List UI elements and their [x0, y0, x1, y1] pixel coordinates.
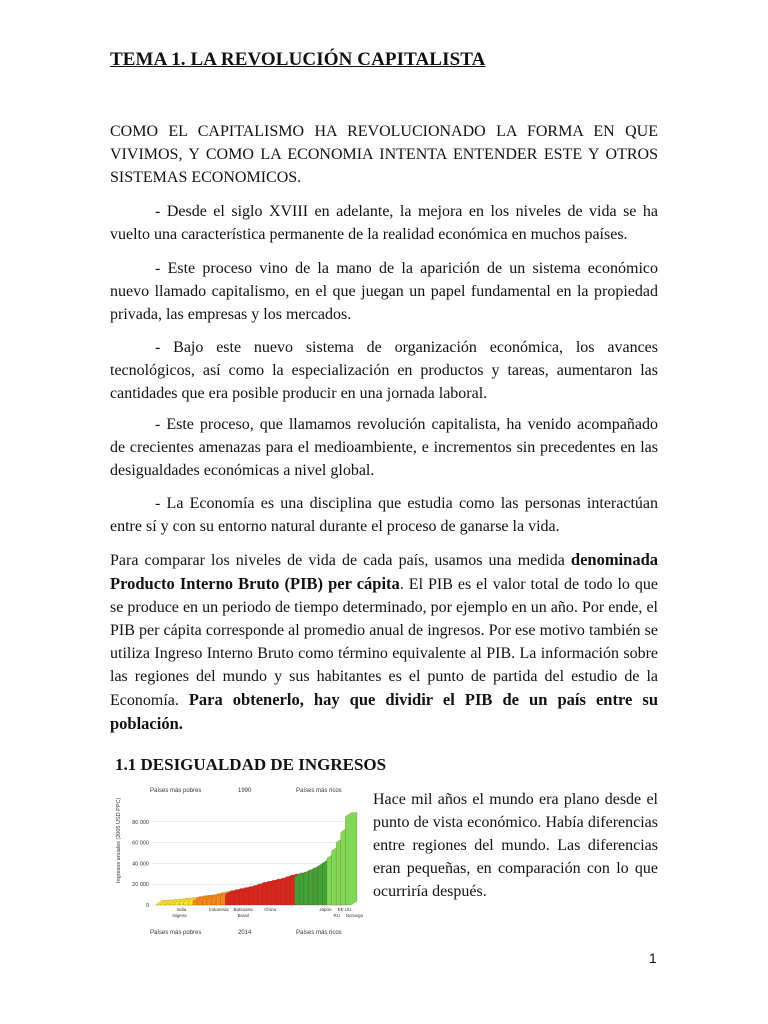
income-bar [345, 813, 357, 905]
y-tick-label: 40 000 [132, 861, 149, 868]
chart-bottom-left-label: Países más pobres [150, 930, 202, 936]
country-label: Indonesia [209, 907, 229, 912]
country-label: Noruega [345, 913, 364, 918]
chart-top-left-label: Países más pobres [150, 788, 202, 794]
bullet-paragraph-4: - Este proceso, que llamamos revolución capitalista, ha venido acompañado de crecientes amenazas para el medioambiente, e incrementos sin precedentes en las desigualdades económicas a nivel global. [110, 416, 658, 479]
y-tick-label: 80 000 [132, 819, 149, 826]
pib-bold-2: Para obtenerlo, hay que dividir el PIB de un país entre su población. [110, 690, 658, 733]
section-heading: 1.1 DESIGUALDAD DE INGRESOS [115, 755, 387, 774]
bullet-paragraph-3: - Bajo este nuevo sistema de organización económica, los avances tecnológicos, así como la especialización en productos y tareas, aumentaron las cantidades que era posible producir en una jornada laboral. [110, 339, 658, 402]
income-chart-svg [108, 783, 366, 941]
chart-bottom-title: 2014 [238, 930, 252, 936]
chart-title: 1990 [238, 788, 252, 794]
income-chart [108, 783, 366, 941]
pib-text-2: . El PIB es el valor total de todo lo que se produce en un periodo de tiempo determinado, por ejemplo en un año. Por ende, el PIB per cápita corresponde al promedio anual de ingresos. Por ese motivo también se utiliza Ingreso Interno Bruto como término equivalente al PIB. La información sobre las regiones del mundo y sus habitantes es el punto de partida del estudio de la Economía. [110, 576, 658, 709]
bullet-paragraph-5: - La Economía es una disciplina que estudia como las personas interactúan entre sí y con su entorno natural durante el proceso de ganarse la vida. [110, 495, 658, 535]
chart-top-right-label: Países más ricos [296, 788, 342, 794]
country-label: EE.UU. [337, 907, 353, 912]
intro-paragraph: COMO EL CAPITALISMO HA REVOLUCIONADO LA FORMA EN QUE VIVIMOS, Y COMO LA ECONOMIA INTENTA ENTENDER ESTE Y OTROS SISTEMAS ECONOMICOS. [110, 123, 658, 186]
pib-bold-1: denominada Producto Interno Bruto (PIB) per cápita [110, 550, 658, 593]
country-label: India [176, 907, 187, 912]
section-paragraph: Hace mil años el mundo era plano desde el punto de vista económico. Había diferencias entre regiones del mundo. Las diferencias eran pequeñas, en comparación con lo que ocurriría después. [373, 791, 658, 900]
y-tick-label: 0 [145, 903, 149, 909]
country-label: Japón [319, 907, 332, 912]
chart-ylabel: Ingresos anuales (2005 USD PPC) [116, 797, 122, 883]
chart-bottom-right-label: Países más ricos [296, 930, 342, 936]
document-title: TEMA 1. LA REVOLUCIÓN CAPITALISTA [110, 49, 486, 70]
country-label: Botsuana [233, 907, 253, 912]
pib-paragraph [110, 548, 658, 736]
country-label: Nigeria [172, 913, 187, 918]
country-label: RU [333, 913, 341, 918]
y-tick-label: 60 000 [132, 840, 149, 847]
y-tick-label: 20 000 [132, 882, 149, 889]
country-label: Brasil [237, 913, 249, 918]
bullet-paragraph-2: - Este proceso vino de la mano de la aparición de un sistema económico nuevo llamado capitalismo, en el que juegan un papel fundamental en la propiedad privada, las empresas y los mercados. [110, 260, 658, 323]
country-label: China [264, 907, 276, 912]
bullet-paragraph-1: - Desde el siglo XVIII en adelante, la mejora en los niveles de vida se ha vuelto una característica permanente de la realidad económica en muchos países. [110, 203, 658, 243]
pib-text-1: Para comparar los niveles de vida de cada país, usamos una medida [110, 552, 571, 569]
page-number: 1 [649, 950, 657, 966]
